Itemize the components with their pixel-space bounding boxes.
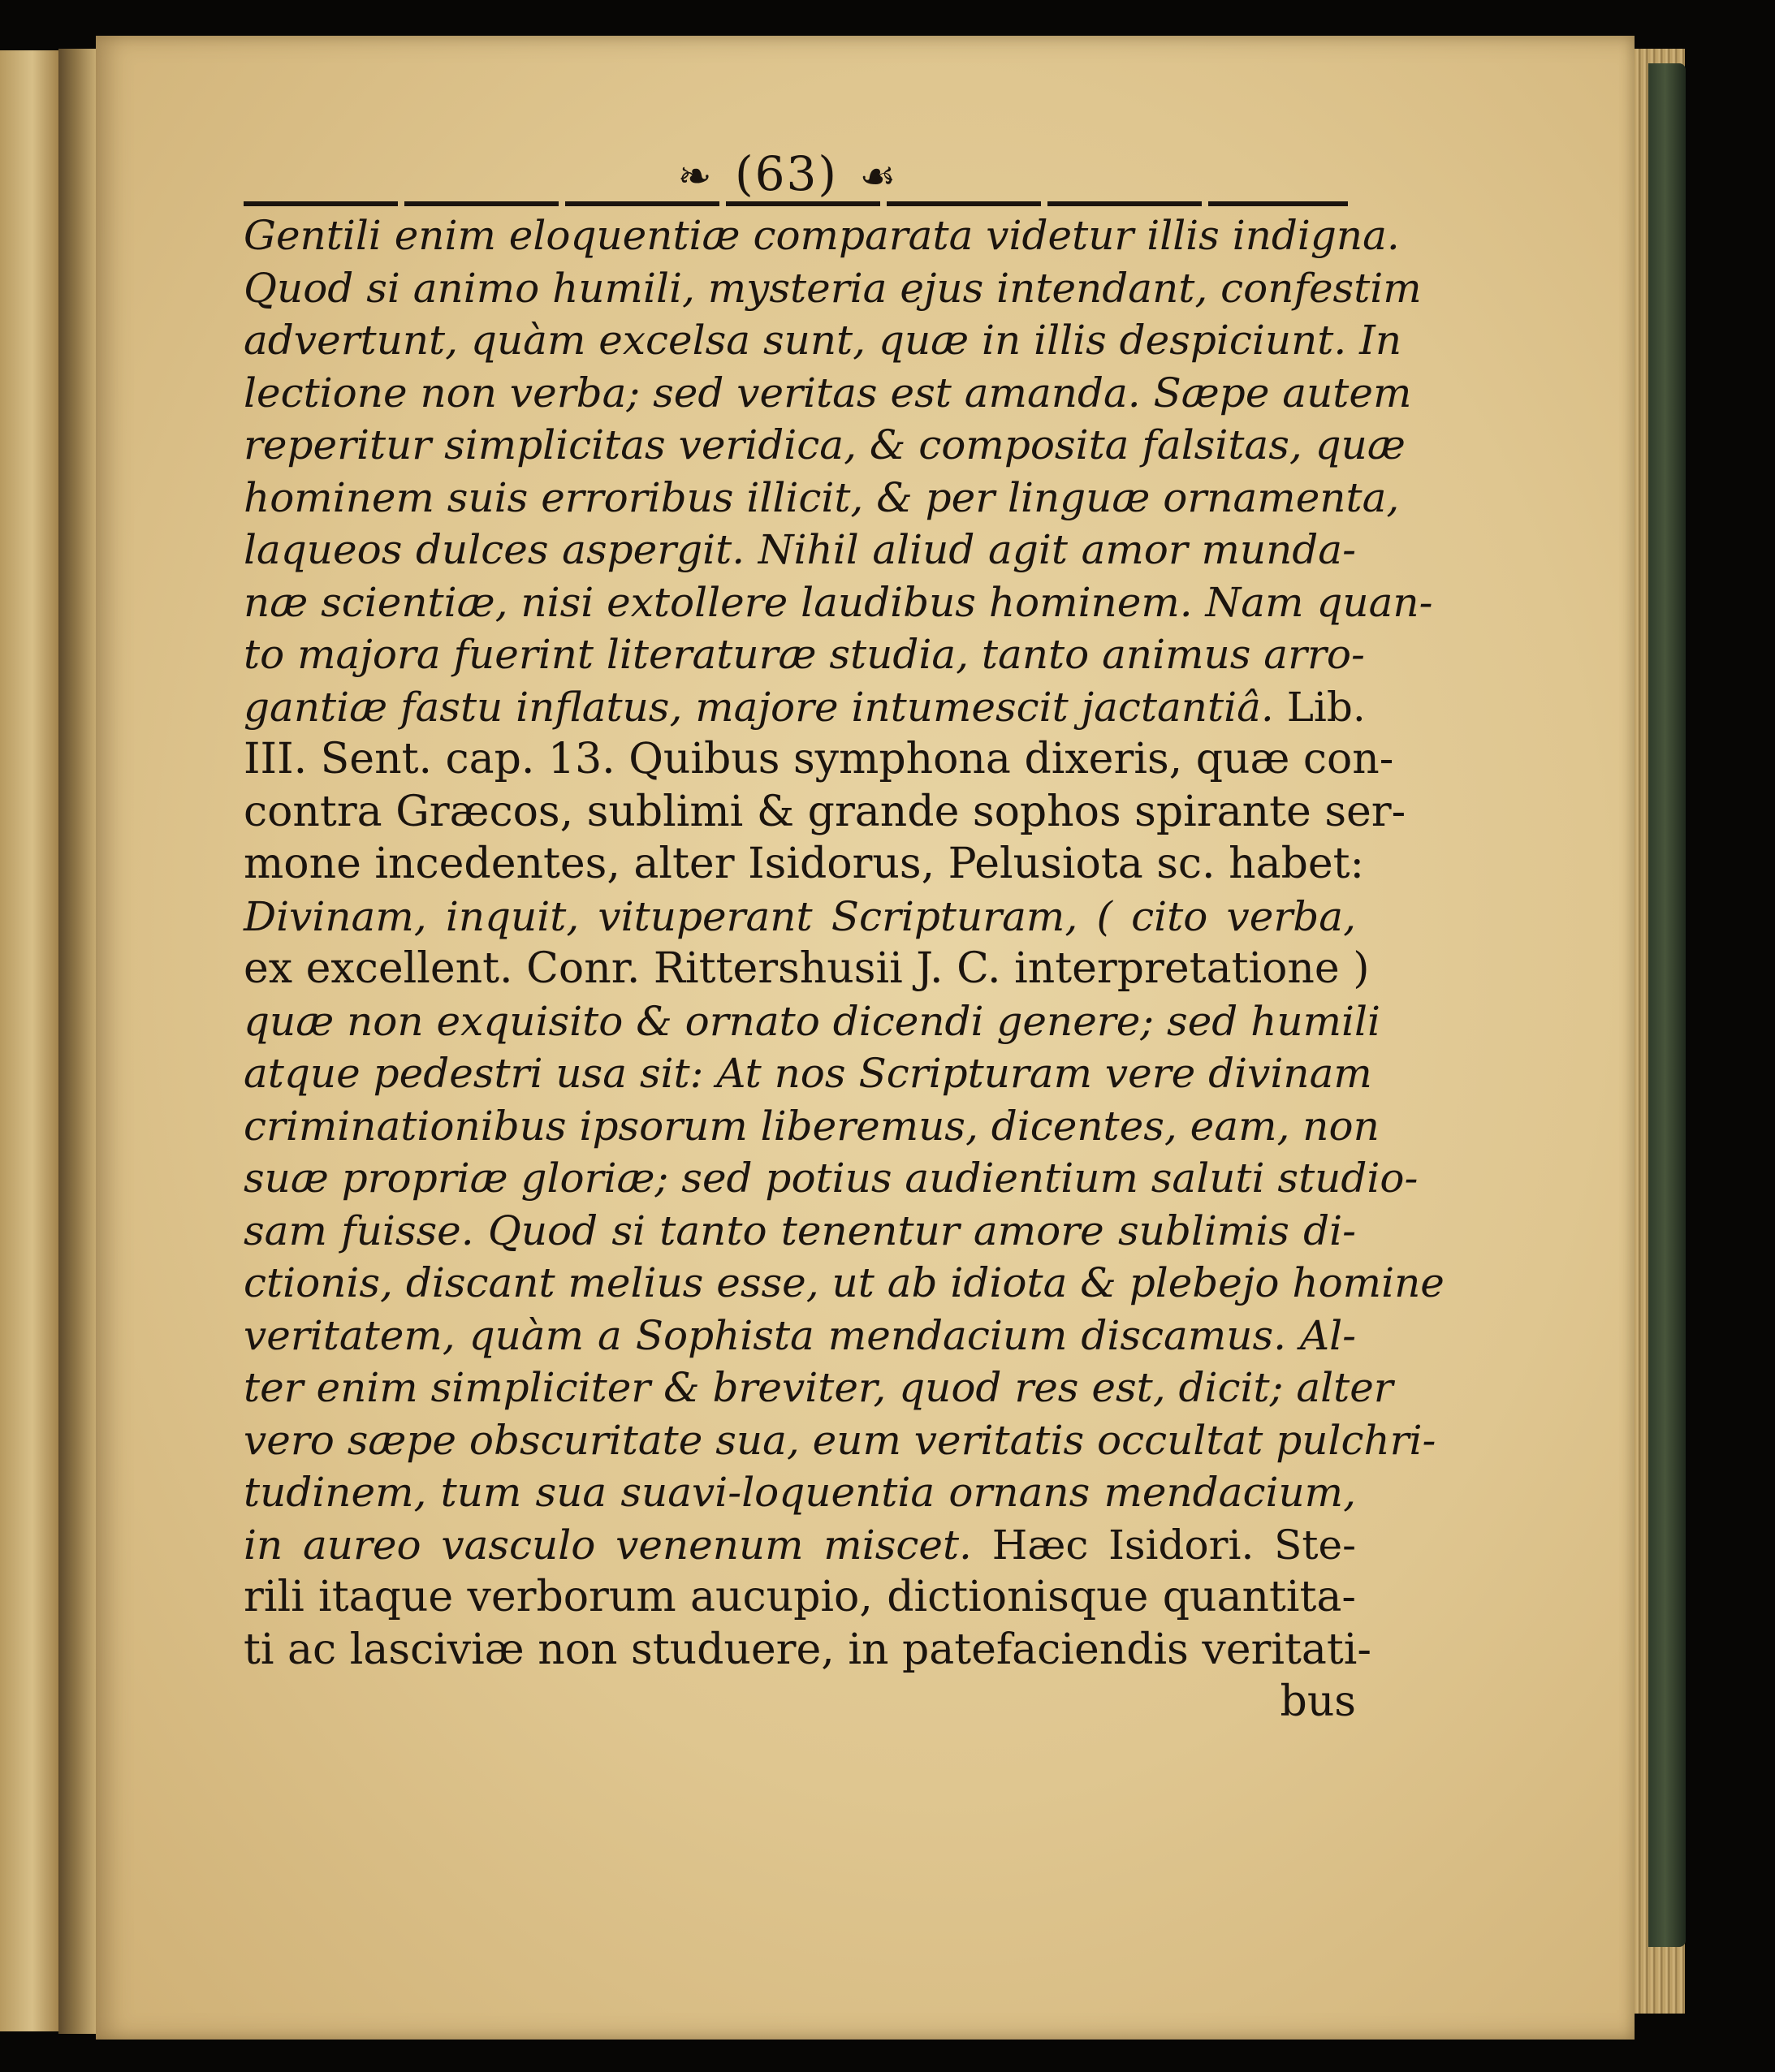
line-text: ti ac lasciviæ non studuere, in patefaciendis veritati- <box>244 1625 1371 1674</box>
line-text: criminationibus ipsorum liberemus, dicentes, eam, non <box>244 1102 1380 1150</box>
line-text: advertunt, quàm excelsa sunt, quæ in illis despiciunt. In <box>244 317 1402 364</box>
line-text: ex excellent. Conr. Rittershusii J. C. interpretatione ) <box>244 944 1370 993</box>
text-line <box>244 524 1356 576</box>
line-text: in aureo vasculo venenum miscet. <box>244 1521 972 1569</box>
line-text: Quod si animo humili, mysteria ejus intendant, confestim <box>244 264 1422 312</box>
line-text: reperitur simplicitas veridica, & composita falsitas, quæ <box>244 421 1406 468</box>
text-line <box>244 576 1433 629</box>
line-text: Gentili enim eloquentiæ comparata videtur illis indigna. <box>244 212 1400 259</box>
page-number: (63) <box>735 146 839 201</box>
body-text <box>244 209 1445 1729</box>
text-line <box>244 1676 1356 1729</box>
line-text: vero sæpe obscuritate sua, eum veritatis occultat pulchri- <box>244 1416 1436 1464</box>
line-tail: Hæc Isidori. Ste- <box>991 1521 1356 1569</box>
line-text: bus <box>1280 1677 1356 1726</box>
line-text: atque pedestri usa sit: At nos Scripturam vere divinam <box>244 1050 1372 1097</box>
text-line <box>244 628 1365 681</box>
line-text: sam fuisse. Quod si tanto tenentur amore sublimis di- <box>244 1207 1356 1254</box>
text-line <box>244 1152 1419 1205</box>
line-text: laqueos dulces aspergit. Nihil aliud agit amor munda- <box>244 526 1356 573</box>
ornament-right-icon: ☙ <box>859 153 898 200</box>
line-text: suæ propriæ gloriæ; sed potius audientium saluti studio- <box>244 1155 1419 1202</box>
line-text: Divinam, inquit, vituperant Scripturam, ( cito verba, <box>244 892 1356 940</box>
text-line <box>244 995 1380 1048</box>
text-line <box>244 367 1412 420</box>
line-text: lectione non verba; sed veritas est amanda. Sæpe autem <box>244 369 1412 417</box>
text-line <box>244 733 1394 786</box>
text-line <box>244 943 1370 995</box>
line-text: contra Græcos, sublimi & grande sophos spirante ser- <box>244 787 1406 836</box>
page-header <box>244 146 1348 219</box>
text-line <box>244 1257 1445 1310</box>
line-text: gantiæ fastu inflatus, majore intumescit jactantiâ. <box>244 683 1274 731</box>
text-line <box>244 209 1400 262</box>
header-rule <box>244 201 1348 206</box>
line-text: tudinem, tum sua suavi-loquentia ornans mendacium, <box>244 1469 1356 1516</box>
line-text: veritatem, quàm a Sophista mendacium discamus. Al- <box>244 1311 1356 1359</box>
book-gutter <box>58 49 96 2034</box>
text-line <box>244 472 1400 524</box>
text-line <box>244 1205 1356 1258</box>
facing-page-edge <box>0 50 58 2031</box>
text-line <box>244 1466 1356 1519</box>
line-text: næ scientiæ, nisi extollere laudibus hominem. Nam quan- <box>244 578 1433 626</box>
text-line <box>244 314 1402 367</box>
text-line <box>244 1362 1393 1414</box>
line-text: hominem suis erroribus illicit, & per linguæ ornamenta, <box>244 473 1400 521</box>
text-line <box>244 1571 1356 1624</box>
text-line <box>244 786 1406 839</box>
page-number-line <box>625 146 950 201</box>
line-text: to majora fuerint literaturæ studia, tanto animus arro- <box>244 631 1365 678</box>
text-line <box>244 1100 1380 1153</box>
text-line <box>244 681 1366 734</box>
line-text: III. Sent. cap. 13. Quibus symphona dixeris, quæ con- <box>244 735 1394 783</box>
line-text: mone incedentes, alter Isidorus, Pelusiota sc. habet: <box>244 840 1365 888</box>
line-text: ter enim simpliciter & breviter, quod res est, dicit; alter <box>244 1364 1393 1411</box>
line-text: ctionis, discant melius esse, ut ab idiota & plebejo homine <box>244 1259 1445 1306</box>
ornament-left-icon: ❧ <box>677 153 714 200</box>
text-line <box>244 1047 1372 1100</box>
line-text: rili itaque verborum aucupio, dictionisque quantita- <box>244 1573 1356 1621</box>
text-line <box>244 891 1356 943</box>
text-line <box>244 419 1406 472</box>
text-line <box>244 1310 1356 1362</box>
text-line <box>244 1414 1436 1467</box>
line-text: quæ non exquisito & ornato dicendi genere; sed humili <box>244 997 1380 1045</box>
text-line <box>244 838 1365 891</box>
line-tail: Lib. <box>1286 683 1366 731</box>
text-line <box>244 262 1422 315</box>
text-line <box>244 1519 1356 1572</box>
book-cover-edge <box>1648 63 1686 1947</box>
text-line <box>244 1624 1371 1677</box>
